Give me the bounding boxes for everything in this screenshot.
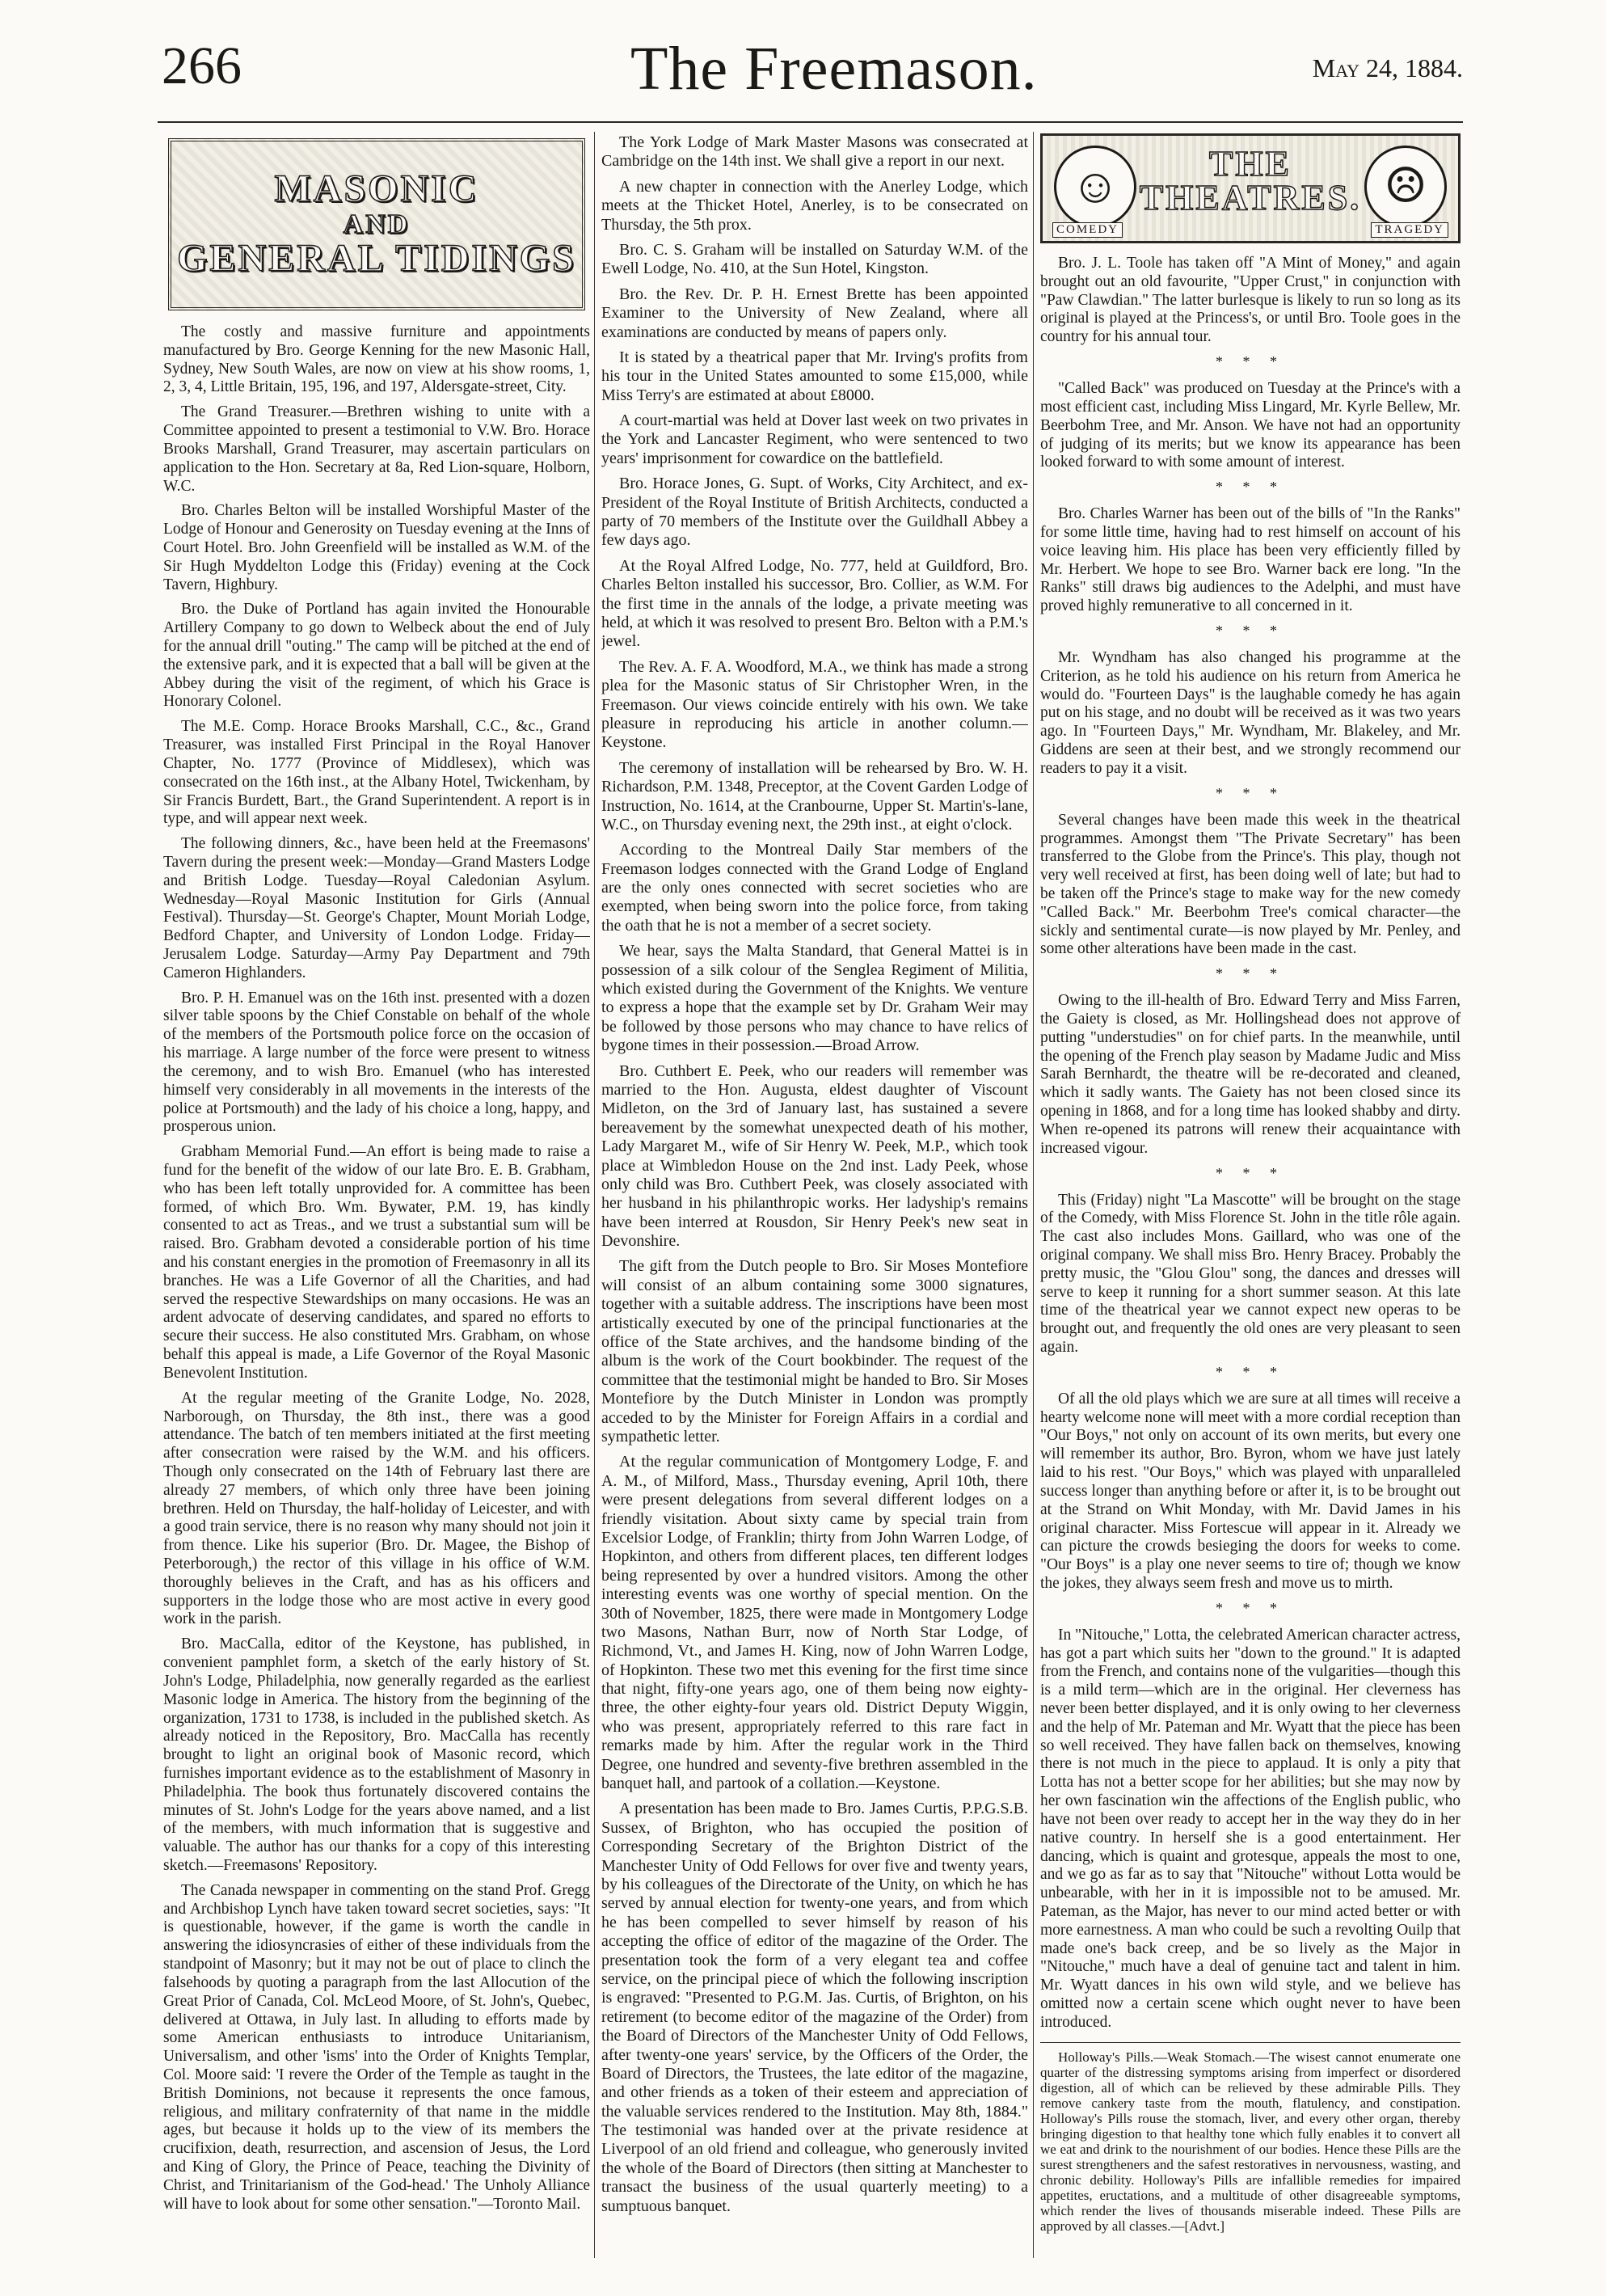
news-paragraph: It is stated by a theatrical paper that Mr. Irving's profits from his tour in the United States amounted to some £15,000, while Miss Terry's are estimated at about £8000.: [601, 348, 1028, 404]
section-separator: * * *: [1216, 965, 1285, 982]
news-paragraph: Grabham Memorial Fund.—An effort is being made to raise a fund for the benefit of the widow of our late Bro. E. B. Grabham, who has been left totally unprovided for. A committee has been formed, of which Bro. Wm. Bywater, P.M. 19, has kindly consented to act as Treas., and we trust a substantial sum will be raised. Bro. Grabham devoted a considerable portion of his time and his constant energies in the promotion of Freemasonry in all its branches. He was a Life Governor of all the Charities, and had served the respective Stewardships on many occasions. He was an ardent advocate of deserving candidates, and spared no efforts to secure their success. He also constituted Mrs. Grabham, on whose behalf this appeal is made, a Life Governor of the Royal Masonic Benevolent Institution.: [163, 1143, 590, 1382]
column-divider-left: [594, 132, 595, 2258]
news-paragraph: The following dinners, &c., have been held at the Freemasons' Tavern during the present week:—Monday—Grand Masters Lodge and British Lodge. Tuesday—Royal Caledonian Asylum. Wednesday—Royal Masonic Institution for Girls (Annual Festival). Thursday—St. George's Chapter, Mount Moriah Lodge, Bedford Chapter, and University of London Lodge. Friday—Jerusalem Lodge. Saturday—Army Pay Department and 79th Cameron Highlanders.: [163, 835, 590, 981]
theatre-paragraph: "Called Back" was produced on Tuesday at the Prince's with a most efficient cast, including Miss Lingard, Mr. Kyrle Bellew, Mr. Beerbohm Tree, and Mr. Anson. We have not had an opportunity of judging of its merits; but we know its appearance has been looked forward to with some amount of interest.: [1040, 380, 1461, 471]
theatres-title-line-2: THEATRES.: [1139, 177, 1362, 217]
news-paragraph: Bro. MacCalla, editor of the Keystone, has published, in convenient pamphlet form, a sketch of the early history of St. John's Lodge, Philadelphia, now generally regarded as the earliest Masonic lodge in America. The history from the beginning of the organization, 1731 to 1738, is included in the published sketch. As already noticed in the Repository, Bro. MacCalla has recently brought to light an original book of Masonic record, which furnishes important evidence as to the establishment of Masonry in Philadelphia. The book thus fortunately discovered contains the minutes of St. John's Lodge for the years above named, and a list of the members, with much information that is suggestive and valuable. The author has our thanks for a copy of this interesting sketch.—Freemasons' Repository.: [163, 1635, 590, 1874]
theatre-paragraph: This (Friday) night "La Mascotte" will be brought on the stage of the Comedy, with Miss Florence St. John in the title rôle again. The cast also includes Mons. Gaillard, who was one of the original company. We shall miss Bro. Henry Bracey. Probably the pretty music, the "Glou Glou" song, the dances and dresses will serve to keep it running for a short summer season. At this late time of the theatrical year we cannot expect new operas to be brought out, and frequently the old ones are very pleasant to seen again.: [1040, 1191, 1461, 1356]
news-paragraph: According to the Montreal Daily Star members of the Freemason lodges connected with the Grand Lodge of England are the only ones connected with secret societies who are exempted, when being sworn into the police force, from taking the oath that he is not a member of a secret society.: [601, 841, 1028, 935]
column-divider-right: [1033, 132, 1034, 2258]
column-theatres: [1040, 133, 1461, 2260]
news-paragraph: The York Lodge of Mark Master Masons was consecrated at Cambridge on the 14th inst. We shall give a report in our next.: [601, 133, 1028, 171]
section-separator: * * *: [1216, 1164, 1285, 1181]
section-separator: * * *: [1216, 1363, 1285, 1380]
section-separator: * * *: [1216, 784, 1285, 801]
comedy-label: COMEDY: [1052, 222, 1123, 238]
masthead-title: The Freemason.: [630, 35, 1038, 103]
page-number: 266: [162, 36, 242, 95]
theatres-title-line-1: THE: [1209, 144, 1292, 184]
news-paragraph: The gift from the Dutch people to Bro. Sir Moses Montefiore will consist of an album containing some 3000 signatures, together with a suitable address. The inscriptions have been most artistically executed by one of the principal functionaries at the office of the State archives, and the handsome binding of the album is the work of the Court bookbinder. The request of the committee that the testimonial might be handed to Bro. Sir Moses Montefiore by the Dutch Minister in London was promptly acceded to by the Minister for Foreign Affairs in a cordial and sympathetic letter.: [601, 1257, 1028, 1446]
news-paragraph: The M.E. Comp. Horace Brooks Marshall, C.C., &c., Grand Treasurer, was installed First Principal in the Royal Hanover Chapter, No. 1777 (Province of Middlesex), which was consecrated on the 16th inst., at the Albany Hotel, Twickenham, by Sir Francis Burdett, Bart., the Grand Superintendent. A report is in type, and will appear next week.: [163, 718, 590, 828]
news-paragraph: The Canada newspaper in commenting on the stand Prof. Gregg and Archbishop Lynch have taken toward secret societies, says: "It is questionable, however, if the game is worth the candle in answering the idiosyncrasies of either of these individuals from the standpoint of Masonry; but it may not be out of place to clinch the falsehoods by quoting a paragraph from the last Allocution of the Great Prior of Canada, Col. McLeod Moore, of St. John's, Quebec, delivered at Ottawa, in July last. In alluding to efforts made by some American enthusiasts to introduce Unitarianism, Universalism, and other 'isms' into the Order of Knights Templar, Col. Moore said: 'I revere the Order of the Temple as taught in the British Dominions, not because it represents the once famous, religious, and military confraternity of that name in the middle ages, but because it holds up to the view of its members the crucifixion, death, resurrection, and ascension of Jesus, the Lord and King of Glory, the Prince of Peace, teaching the Divinity of Christ, and Trinitarianism of the God-head.' The Unholy Alliance will have to look about for some other sensation."—Toronto Mail.: [163, 1881, 590, 2213]
section-separator: * * *: [1216, 353, 1285, 370]
section-separator: * * *: [1216, 479, 1285, 496]
news-paragraph: The Rev. A. F. A. Woodford, M.A., we think has made a strong plea for the Masonic status of Sir Christopher Wren, in the Freemason. Our views coincide entirely with his own. We take pleasure in reproducing his article in another column.—Keystone.: [601, 657, 1028, 752]
news-paragraph: Bro. Horace Jones, G. Supt. of Works, City Architect, and ex-President of the Royal Institute of British Architects, conducted a party of 70 members of the Institute over the Guildhall Abbey a few days ago.: [601, 475, 1028, 550]
news-paragraph: A court-martial was held at Dover last week on two privates in the York and Lancaster Regiment, who were sentenced to two years' imprisonment for cowardice on the battlefield.: [601, 412, 1028, 467]
news-paragraph: A new chapter in connection with the Anerley Lodge, which meets at the Thicket Hotel, Anerley, is to be consecrated on Thursday, the 5th prox.: [601, 177, 1028, 234]
banner-line-3: GENERAL TIDINGS: [177, 237, 576, 281]
news-paragraph: Bro. the Rev. Dr. P. H. Ernest Brette has been appointed Examiner to the University of New Zealand, where all examinations are conducted by means of papers only.: [601, 285, 1028, 341]
theatre-paragraph: Bro. J. L. Toole has taken off "A Mint of Money," and again brought out an old favourite, "Upper Crust," in conjunction with "Paw Clawdian." The latter burlesque is likely to run so long as its original is played at the Princess's, or until Bro. Toole goes in the country for his annual tour.: [1040, 255, 1461, 346]
column-masonic-tidings: [163, 133, 590, 2260]
theatre-paragraph: Mr. Wyndham has also changed his programme at the Criterion, as he told his audience on his return from America he would do. "Fourteen Days" is the laughable comedy he has again put on his stage, and no doubt will be received as it was two years ago. In "Fourteen Days," Mr. Wyndham, Mr. Blakeley, and Mr. Giddens are seen at their best, and we strongly recommend our readers to pay it a visit.: [1040, 649, 1461, 777]
news-paragraph: Bro. C. S. Graham will be installed on Saturday W.M. of the Ewell Lodge, No. 410, at the Sun Hotel, Kingston.: [601, 240, 1028, 278]
news-paragraph: The ceremony of installation will be rehearsed by Bro. W. H. Richardson, P.M. 1348, Preceptor, at the Covent Garden Lodge of Instruction, No. 1614, at the Cranbourne, Upper St. Martin's-lane, W.C., on Thursday evening next, the 29th inst., at eight o'clock.: [601, 758, 1028, 834]
issue-date: May 24, 1884.: [1312, 53, 1463, 82]
news-paragraph: Bro. P. H. Emanuel was on the 16th inst. presented with a dozen silver table spoons by the Chief Constable on behalf of the whole of the members of the Portsmouth police force on the occasion of his marriage. A large number of the force were present to witness the ceremony, and to wish Bro. Emanuel (who has interested himself very considerably in all movements in the interests of the police at Portsmouth) and the lady of his choice a long, happy, and prosperous union.: [163, 989, 590, 1136]
comedy-mask-icon: ☺: [1054, 146, 1136, 228]
banner-line-2: AND: [343, 209, 411, 239]
masonic-tidings-banner: [168, 138, 585, 310]
theatre-paragraph: Several changes have been made this week in the theatrical programmes. Amongst them "The Private Secretary" has been transferred to the Globe from the Prince's. This play, though not very well received at first, has been doing well of late; but had to be taken off the Prince's stage to make way for the new comedy "Called Back." Mr. Beerbohm Tree's comical character—the sickly and sentimental curate—is now played by Mr. Penley, and some other alterations have been made in the cast.: [1040, 811, 1461, 958]
news-paragraph: At the regular meeting of the Granite Lodge, No. 2028, Narborough, on Thursday, the 8th inst., there was a good attendance. The batch of ten members initiated at the first meeting after consecration were raised by the W.M. and his officers. Though only consecrated on the 14th of February last there are already 27 members, of which only three have been joining brethren. Held on Thursday, the half-holiday of Leicester, and with a good train service, there is no reason why many should not join it from thence. Like his superior (Bro. Dr. Magee, the Bishop of Peterborough,) the rector of this village in his office of W.M. thoroughly believes in the Craft, and has as his officers and supporters in the lodge those who are most active in every good work in the parish.: [163, 1389, 590, 1628]
news-paragraph: Bro. Charles Belton will be installed Worshipful Master of the Lodge of Honour and Generosity on Tuesday evening at the Inns of Court Hotel. Bro. John Greenfield will be installed as W.M. of the Sir Hugh Myddelton Lodge this (Friday) evening at the Cock Tavern, Highbury.: [163, 502, 590, 593]
theatres-title: [1043, 144, 1458, 217]
news-paragraph: At the regular communication of Montgomery Lodge, F. and A. M., of Milford, Mass., Thursday evening, April 10th, there were present delegations from several different lodges on a friendly visitation. About sixty came by special train from Excelsior Lodge, of Franklin; thirty from John Warren Lodge, of Hopkinton, and others from different places, ten different lodges being represented by over a hundred visitors. Among the other interesting events was one worthy of special mention. On the 30th of November, 1825, there were made in Montgomery Lodge two Masons, Nathan Burr, now of North Star Lodge, of Richmond, Vt., and James H. King, now of John Warren Lodge, of Hopkinton. These two met this evening for the first time since that night, fifty-one years ago, one of them being now eighty-three, the other eighty-four years old. District Deputy Wiggin, who was present, appropriately referred to this rare fact in remarks made by him. After the regular work in the Third Degree, one hundred and seventy-five brethren assembled in the banquet hall, and partook of a collation.—Keystone.: [601, 1453, 1028, 1793]
theatres-banner: [1040, 133, 1461, 243]
section-separator: * * *: [1216, 1599, 1285, 1616]
tragedy-mask-icon: ☹: [1364, 146, 1447, 228]
news-paragraph: The costly and massive furniture and appointments manufactured by Bro. George Kenning for the new Masonic Hall, Sydney, New South Wales, are now on view at his show rooms, 1, 2, 3, 4, Little Britain, 195, 196, and 197, Aldersgate-street, City.: [163, 323, 590, 396]
banner-line-1: MASONIC: [274, 167, 479, 211]
column-general-news: [601, 133, 1028, 2260]
section-separator: * * *: [1216, 623, 1285, 639]
news-paragraph: The Grand Treasurer.—Brethren wishing to unite with a Committee appointed to present a testimonial to V.W. Bro. Horace Brooks Marshall, Grand Treasurer, may ascertain particulars on application to the Hon. Secretary at 8a, Red Lion-square, Holborn, W.C.: [163, 403, 590, 495]
news-paragraph: Bro. Cuthbert E. Peek, who our readers will remember was married to the Hon. Augusta, eldest daughter of Viscount Midleton, on the 3rd of January last, has sustained a severe bereavement by the somewhat unexpected death of his mother, Lady Margaret M., wife of Sir Henry W. Peek, M.P., which took place at Wimbledon House on the 2nd inst. Lady Peek, whose only child was Bro. Cuthbert Peek, was closely associated with her husband in his philanthropic works. Her ladyship's remains have been interred at Rousdon, Sir Henry Peek's new seat in Devonshire.: [601, 1061, 1028, 1251]
theatre-paragraph: Owing to the ill-health of Bro. Edward Terry and Miss Farren, the Gaiety is closed, as Mr. Hollingshead does not approve of putting "understudies" on for chief parts. In the meanwhile, until the opening of the French play season by Madame Judic and Miss Sarah Bernhardt, the theatre will be re-decorated and cleaned, which it sadly wants. The Gaiety has not been closed since its opening in 1868, and for a long time has looked shabby and dirty. When re-opened its patrons will renew their acquaintance with increased vigour.: [1040, 992, 1461, 1157]
news-paragraph: Bro. the Duke of Portland has again invited the Honourable Artillery Company to go down to Welbeck about the end of July for the annual drill "outing." The camp will be pitched at the end of the extensive park, and it is expected that a ball will be given at the Abbey during the visit of the regiment, of which his Grace is Honorary Colonel.: [163, 601, 590, 711]
header-rule: [158, 121, 1463, 123]
page-header: [162, 34, 1463, 115]
news-paragraph: At the Royal Alfred Lodge, No. 777, held at Guildford, Bro. Charles Belton installed his successor, Bro. Collier, as W.M. For the first time in the annals of the lodge, a private meeting was held, at which it was resolved to present Bro. Belton with a P.M.'s jewel.: [601, 556, 1028, 651]
news-paragraph: We hear, says the Malta Standard, that General Mattei is in possession of a silk colour of the Senglea Regiment of Militia, which existed during the Government of the Knights. We venture to express a hope that the example set by Dr. Graham Weir may be followed by those persons who may chance to have relics of bygone times in their possession.—Broad Arrow.: [601, 942, 1028, 1055]
tragedy-label: TRAGEDY: [1371, 222, 1448, 238]
theatre-paragraph: Of all the old plays which we are sure at all times will receive a hearty welcome none will meet with a more cordial reception than "Our Boys," not only on account of its own merits, but every one will remember its author, Bro. Byron, whom we have just lately laid to his rest. "Our Boys," which was played with unparalleled success longer than anything before or after it, is to be brought out at the Strand on Whit Monday, with Mr. David James in his original character. Miss Fortescue will appear in it. Already we can picture the crowds besieging the doors for weeks to come. "Our Boys" is a play one never seems to tire of; though we know the jokes, they always seem fresh and move us to mirth.: [1040, 1390, 1461, 1592]
holloway-pills-advert: Holloway's Pills.—Weak Stomach.—The wisest cannot enumerate one quarter of the distressing symptoms arising from imperfect or disordered digestion, all of which can be relieved by these admirable Pills. They remove cankery taste from the mouth, flatulency, and constipation. Holloway's Pills rouse the stomach, liver, and every other organ, thereby bringing digestion to that healthy tone which fully enables it to convert all we eat and drink to the nourishment of our bodies. Hence these Pills are the surest strengtheners and the safest restoratives in nervousness, wasting, and chronic debility. Holloway's Pills are infallible remedies for impaired appetites, eructations, and a multitude of other disagreeable symptoms, which render the lives of thousands miserable indeed. These Pills are approved by all classes.—[Advt.]: [1040, 2042, 1461, 2234]
news-paragraph: A presentation has been made to Bro. James Curtis, P.P.G.S.B. Sussex, of Brighton, who has occupied the position of Corresponding Secretary of the Brighton District of the Manchester Unity of Odd Fellows for over five and twenty years, by his colleagues of the Directorate of the Unity, on which he has served by annual election for twenty-one years, and from which he has been compelled to sever himself by reason of his accepting the office of editor of the magazine of the Order. The presentation took the form of a very elegant tea and coffee service, on the principal piece of which the following inscription is engraved: "Presented to P.G.M. Jas. Curtis, of Brighton, on his retirement (to become editor of the magazine of the Order) from the Board of Directors of the Manchester Unity of Odd Fellows, after twenty-one years' service, by the Officers of the Order, the Board of Directors, the Trustees, the late editor of the magazine, and other friends as a token of their esteem and appreciation of the valuable services rendered to the Institution. May 8th, 1884." The testimonial was handed over at the private residence at Liverpool of an old friend and colleague, who generously invited the whole of the Board of Directors (then sitting at Manchester to transact the business of the usual quarterly meeting) to a sumptuous banquet.: [601, 1800, 1028, 2215]
theatre-paragraph: Bro. Charles Warner has been out of the bills of "In the Ranks" for some little time, having had to rest himself on account of his voice leaving him. His place has been very efficiently filled by Mr. Herbert. We hope to see Bro. Warner back ere long. "In the Ranks" still draws big audiences to the Adelphi, and must have proved highly remunerative to all concerned in it.: [1040, 505, 1461, 615]
theatre-paragraph: In "Nitouche," Lotta, the celebrated American character actress, has got a part which suits her "down to the ground." It is adapted from the French, and contains none of the vulgarities—though this is a mild term—which are in the original. Her cleverness has never been better displayed, and it is only owing to her cleverness and the help of Mr. Pateman and Mr. Wyatt that the piece has been so well received. They have fallen back on themselves, knowing there is not much in the piece to applaud. It is only a pity that Lotta has not a better scope for her abilities; but she may now by her own fascination win the affections of the English public, who have not been over ready to accept her in the way they do in her native country. In herself she is a good entertainment. Her dancing, which is quaint and grotesque, appeals the most to one, and we go as far as to say that "Nitouche" without Lotta would be unbearable, with her in it is impossible not to be amused. Mr. Pateman, as the Major, has never to our mind acted better or with more earnestness. A man who could be such a revolting Ouilp that made one's back creep, and be so lively as the Major in "Nitouche," much have a deal of genuine tact and talent in him. Mr. Wyatt dances in his own wild style, and we believe has omitted now a certain scene which ought never to have been introduced.: [1040, 1626, 1461, 2031]
